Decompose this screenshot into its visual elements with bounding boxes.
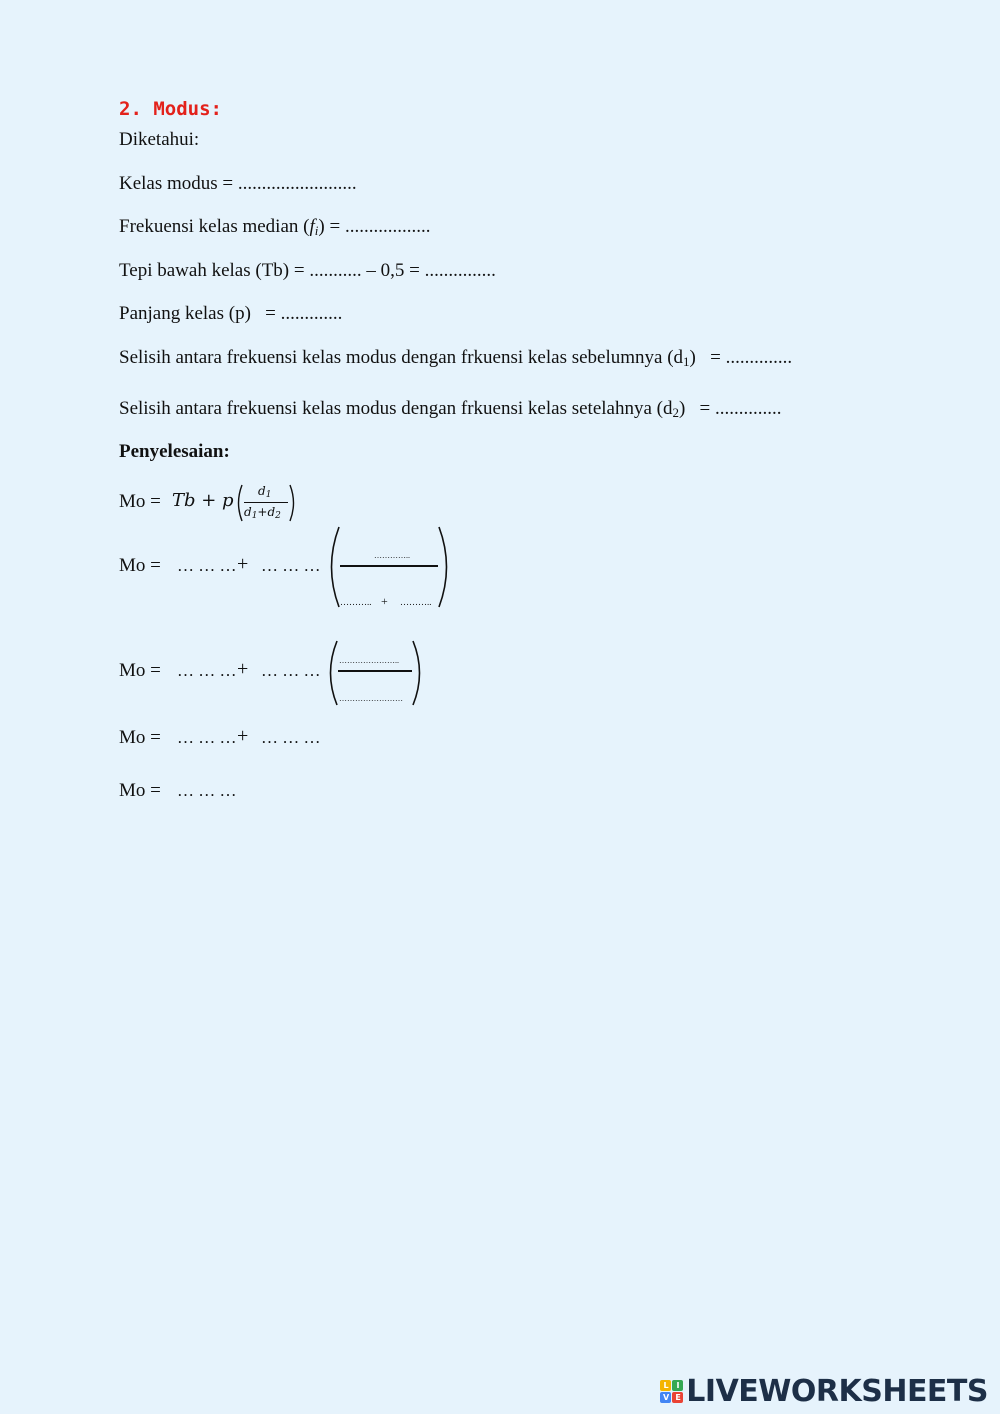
fraction-bar (244, 502, 288, 503)
step-2 (119, 660, 161, 682)
left-paren-icon (325, 640, 339, 706)
step-1-den-plus: + (381, 594, 388, 608)
brand-name: LIVEWORKSHEETS (686, 1374, 988, 1409)
fraction-bar (338, 670, 412, 672)
field-panjang-kelas (119, 303, 342, 325)
step-1-b[interactable]: … … … (261, 556, 321, 575)
formula-numerator: $d_1$ (258, 484, 272, 500)
liveworksheets-logo-icon: L I V E (660, 1380, 683, 1403)
answer-blank[interactable]: .............. (725, 347, 793, 368)
d1-subscript: 1 (683, 354, 690, 369)
d2-subscript: 2 (672, 405, 679, 420)
step-1-den-b[interactable]: ……….. (400, 597, 432, 607)
step-1-op: + (237, 553, 249, 575)
field-label: Kelas modus = (119, 173, 238, 194)
field-tepi-bawah (119, 260, 496, 282)
field-label: Selisih antara frekuensi kelas modus dengan frkuensi kelas setelahnya (d (119, 398, 673, 419)
field-kelas-modus (119, 173, 357, 195)
step-2-denominator[interactable]: …………………… (339, 694, 403, 703)
field-label: Panjang kelas (p) = (119, 303, 281, 324)
answer-blank[interactable]: .................. (344, 216, 431, 237)
step-2-b[interactable]: … … … (261, 661, 321, 680)
answer-blank[interactable]: .............. (715, 398, 782, 419)
formula-lhs: Mo = (119, 491, 161, 512)
step-1 (119, 555, 161, 577)
step-4 (119, 780, 161, 802)
step-1-numerator[interactable]: ………….. (374, 551, 410, 560)
formula-denominator: $d_1+d_2$ (244, 505, 281, 521)
step-1-a[interactable]: … … … (177, 556, 237, 575)
field-label-after: ) = (318, 216, 345, 237)
formula-rhs: Tb + p (172, 490, 234, 511)
field-label: Tepi bawah kelas (Tb) = (119, 260, 310, 281)
field-label-after: ) = (678, 398, 716, 419)
answer-blank-2[interactable]: ............... (424, 260, 496, 281)
field-label: Frekuensi kelas median ( (119, 216, 310, 237)
step-2-a[interactable]: … … … (177, 661, 237, 680)
field-label: Selisih antara frekuensi kelas modus dengan frkuensi kelas sebelumnya (d (119, 347, 684, 368)
right-paren-icon (411, 640, 425, 706)
step-lhs: Mo = (119, 780, 161, 801)
answer-blank[interactable]: ........... (309, 260, 362, 281)
field-frekuensi (119, 216, 430, 242)
answer-blank[interactable]: ............. (280, 303, 343, 324)
field-d2 (119, 398, 782, 424)
right-paren-icon (437, 526, 453, 608)
step-2-op: + (237, 658, 249, 680)
section-heading: 2. Modus: (119, 98, 222, 120)
f-symbol: f (309, 216, 315, 237)
field-d1 (119, 347, 792, 373)
left-paren-icon (234, 484, 244, 522)
liveworksheets-logo[interactable] (660, 1374, 988, 1409)
field-label-after: ) = (689, 347, 726, 368)
left-paren-icon (325, 526, 341, 608)
known-label: Diketahui: (119, 129, 200, 150)
solution-label: Penyelesaian: (119, 441, 230, 462)
step-lhs: Mo = (119, 555, 161, 576)
step-3-a[interactable]: … … … (177, 728, 237, 747)
step-2-numerator[interactable]: ………………….. (339, 656, 399, 665)
step-lhs: Mo = (119, 660, 161, 681)
step-lhs: Mo = (119, 727, 161, 748)
field-middle: – 0,5 = (361, 260, 425, 281)
step-3 (119, 727, 161, 749)
answer-blank[interactable]: ......................... (237, 173, 357, 194)
step-3-b[interactable]: … … … (261, 728, 321, 747)
step-1-den-a[interactable]: ……….. (340, 597, 372, 607)
step-4-a[interactable]: … … … (177, 781, 237, 800)
step-3-op: + (237, 725, 249, 747)
i-subscript: i (314, 223, 319, 238)
right-paren-icon (288, 484, 298, 522)
fraction-bar (340, 565, 438, 567)
